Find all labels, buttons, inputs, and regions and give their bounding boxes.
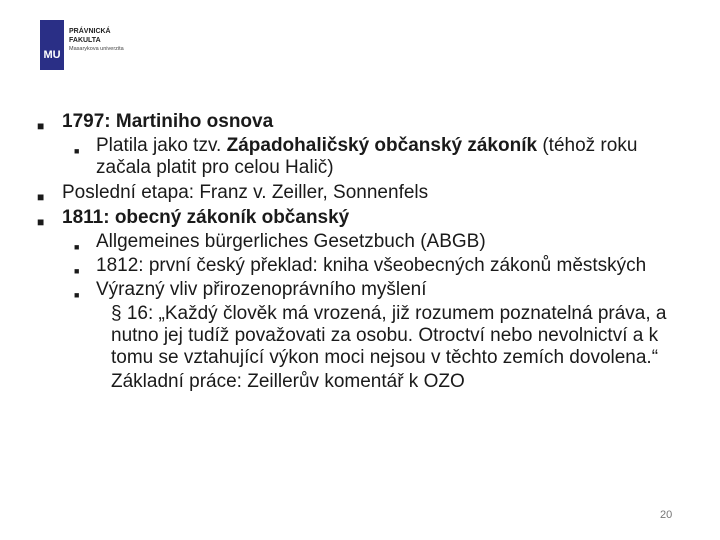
square-bullet-icon: ■ xyxy=(37,119,45,133)
platila-text-start: Platila jako tzv. xyxy=(96,135,227,156)
logo-mark-bar xyxy=(40,20,64,70)
sub-bullet-abgb xyxy=(36,231,686,253)
slide-content xyxy=(36,108,686,393)
logo-line-2: FAKULTA xyxy=(69,37,101,44)
sub-bullet-platila xyxy=(36,135,686,179)
bullet-1811 xyxy=(36,207,686,229)
sub-bullet-1812 xyxy=(36,255,686,277)
faculty-logo xyxy=(40,20,140,70)
logo-line-3: Masarykova univerzita xyxy=(69,46,124,52)
square-bullet-icon: ■ xyxy=(37,215,45,229)
platila-code-name: Západohaličský občanský zákoník xyxy=(226,135,538,156)
logo-mark-text: MU xyxy=(43,49,61,61)
page-number: 20 xyxy=(660,509,673,521)
square-bullet-icon: ■ xyxy=(74,290,80,300)
bullet-1811-text: 1811: obecný zákoník občanský xyxy=(62,207,350,228)
vliv-text: Výrazný vliv přirozenoprávního myšlení xyxy=(96,279,427,300)
abgb-text: Allgemeines bürgerliches Gesetzbuch (ABGB) xyxy=(96,231,486,252)
posledni-etapa-text: Poslední etapa: Franz v. Zeiller, Sonnenfels xyxy=(62,182,429,203)
note-zeiller-commentary: Základní práce: Zeillerův komentář k OZO xyxy=(111,371,465,392)
preklad-1812-text: 1812: první český překlad: kniha všeobecných zákonů městských xyxy=(96,255,647,276)
logo-line-1: PRÁVNICKÁ xyxy=(69,28,111,35)
logo-text xyxy=(69,27,124,54)
bullet-posledni-etapa xyxy=(36,182,686,204)
quote-paragraph-16: § 16: „Každý člověk má vrozená, již rozumem poznatelná práva, a nutno jej tudíž považovati za osobu. Otroctví nebo nevolnictví a k tomu se vztahující výkon moci nejsou v těchto zemích dovolena.“ xyxy=(111,303,667,368)
square-bullet-icon: ■ xyxy=(37,190,45,204)
square-bullet-icon: ■ xyxy=(74,146,80,156)
square-bullet-icon: ■ xyxy=(74,242,80,252)
platila-text-end: (téhož roku začala platit pro celou Halič) xyxy=(96,135,638,178)
square-bullet-icon: ■ xyxy=(74,266,80,276)
bullet-1797 xyxy=(36,111,686,133)
sub-bullet-vliv xyxy=(36,279,686,301)
bullet-1797-text: 1797: Martiniho osnova xyxy=(62,111,274,132)
